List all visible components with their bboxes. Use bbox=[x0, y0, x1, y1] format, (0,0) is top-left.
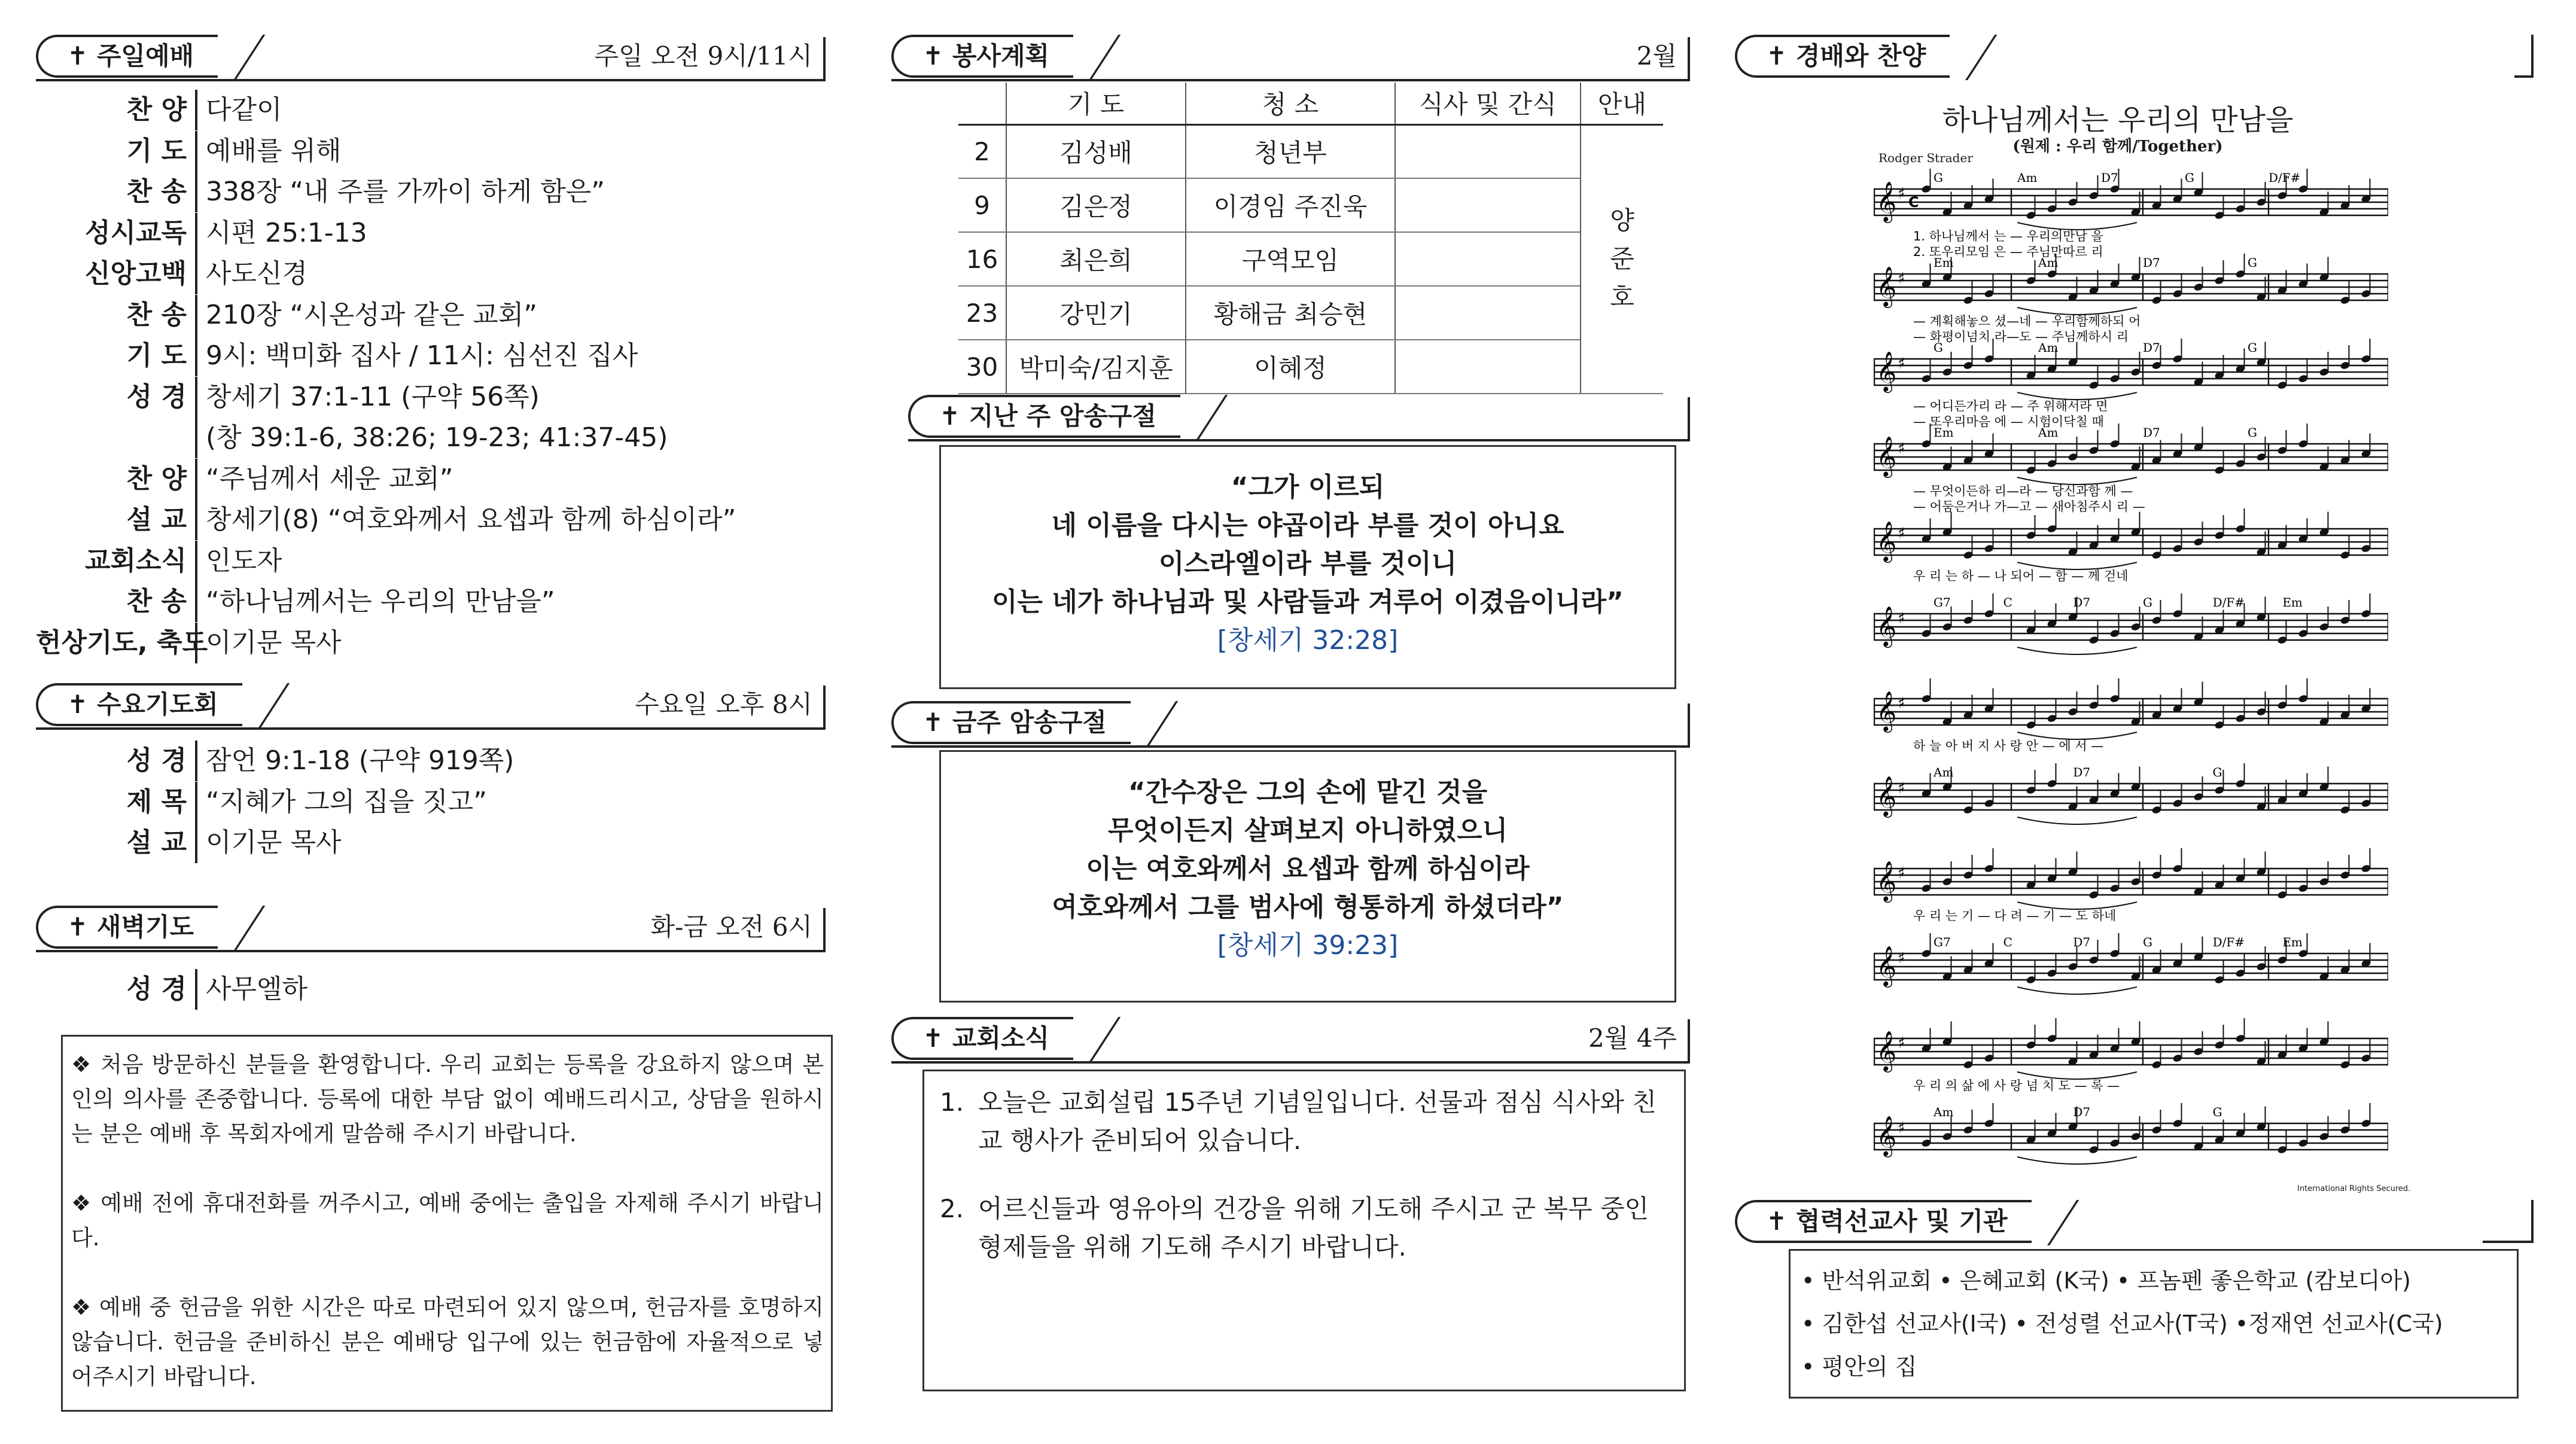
order-row bbox=[36, 741, 514, 781]
lyric-line: 2. 또우리모임 은 — 주님만따르 리 bbox=[1913, 245, 2103, 259]
mission-line: • 김한섭 선교사(I국) • 전성렬 선교사(T국) •정재연 선교사(C국) bbox=[1801, 1311, 2443, 1337]
treble-clef: 𝄞 bbox=[1876, 435, 1897, 476]
music-system bbox=[1874, 1018, 2388, 1093]
treble-clef: 𝄞 bbox=[1876, 1030, 1897, 1071]
table-header-row bbox=[958, 83, 1663, 124]
chord-symbol: G bbox=[2248, 255, 2257, 270]
chord-symbol: G bbox=[2185, 170, 2194, 185]
order-label: 제 목 bbox=[36, 782, 197, 822]
hymn-sheet-music bbox=[1874, 165, 2388, 1194]
treble-clef: 𝄞 bbox=[1876, 945, 1897, 986]
verse-line: 이스라엘이라 부를 것이니 bbox=[1158, 549, 1457, 579]
verse-line: 이는 네가 하나님과 및 사람들과 겨루어 이겼음이니라” bbox=[992, 587, 1624, 617]
order-value: 9시: 백미화 집사 / 11시: 심선진 집사 bbox=[206, 340, 638, 371]
cell-prayer: 강민기 bbox=[1006, 286, 1186, 340]
notice-box bbox=[61, 1035, 833, 1412]
lyric-line: 1. 하나님께서 는 — 우리의만남 을 bbox=[1913, 229, 2103, 243]
music-system bbox=[1874, 593, 2388, 654]
cell-cleaning: 이경임 주진욱 bbox=[1186, 178, 1395, 232]
chord-symbol: D7 bbox=[2143, 425, 2160, 440]
order-value: 이기문 목사 bbox=[206, 627, 342, 658]
cell-day: 30 bbox=[958, 340, 1006, 394]
chord-symbol: Am bbox=[1933, 765, 1954, 779]
hymn-copyright: International Rights Secured. bbox=[2297, 1184, 2411, 1193]
time-signature: C bbox=[1908, 194, 1919, 211]
chord-symbol: G bbox=[2248, 340, 2257, 355]
lyric-line: — 무엇이든하 리—라 — 당신과함 께 — bbox=[1913, 484, 2133, 498]
news-number: 2. bbox=[940, 1194, 964, 1223]
order-row bbox=[36, 541, 282, 581]
order-label: 신앙고백 bbox=[36, 254, 197, 294]
chord-symbol: G7 bbox=[1933, 935, 1951, 949]
order-value: 이기문 목사 bbox=[206, 827, 342, 858]
treble-clef: 𝄞 bbox=[1876, 690, 1897, 731]
guide-char: 호 bbox=[1610, 282, 1634, 312]
chord-symbol: Am bbox=[2038, 255, 2059, 270]
order-label: 찬 송 bbox=[36, 172, 197, 212]
order-row bbox=[36, 213, 367, 254]
treble-clef: 𝄞 bbox=[1876, 181, 1897, 221]
order-row bbox=[36, 782, 487, 822]
table-row bbox=[958, 232, 1663, 286]
table-row bbox=[958, 124, 1663, 178]
chord-symbol: G bbox=[1933, 170, 1943, 185]
treble-clef: 𝄞 bbox=[1876, 351, 1897, 391]
lyric-line: — 어둠은거나 가—고 — 새아침주시 리 — bbox=[1913, 499, 2145, 514]
key-signature: ♯ bbox=[1898, 525, 1905, 543]
music-system bbox=[1874, 763, 2388, 824]
chord-symbol: Em bbox=[2282, 595, 2303, 610]
key-signature: ♯ bbox=[1898, 1034, 1905, 1052]
key-signature: ♯ bbox=[1898, 1119, 1905, 1137]
chord-symbol: D7 bbox=[2073, 595, 2091, 610]
church-news-box bbox=[922, 1070, 1686, 1391]
lyric-line: 하 늘 아 버 지 사 랑 안 — 에 서 — bbox=[1913, 739, 2104, 753]
order-row bbox=[36, 295, 537, 336]
music-system bbox=[1874, 1103, 2388, 1164]
key-signature: ♯ bbox=[1898, 864, 1905, 882]
order-row bbox=[36, 254, 307, 294]
order-label: 기 도 bbox=[36, 131, 197, 172]
chord-symbol: D7 bbox=[2101, 170, 2118, 185]
section-title: ✝ 지난 주 암송구절 bbox=[908, 395, 1180, 438]
cell-day: 16 bbox=[958, 232, 1006, 286]
chord-symbol: G bbox=[1933, 340, 1943, 355]
cell-prayer: 박미숙/김지훈 bbox=[1006, 340, 1186, 394]
cell-prayer: 김성배 bbox=[1006, 124, 1186, 178]
key-signature: ♯ bbox=[1898, 694, 1905, 712]
order-value: 210장 “시온성과 같은 교회” bbox=[206, 299, 538, 330]
order-label bbox=[36, 418, 197, 458]
lyric-line: — 계획해놓으 셨—네 — 우리함께하되 어 bbox=[1913, 314, 2141, 328]
chord-symbol: Em bbox=[1933, 255, 1954, 270]
order-value: “하나님께서는 우리의 만남을” bbox=[206, 586, 555, 617]
order-label: 찬 송 bbox=[36, 581, 197, 622]
order-value: (창 39:1-6, 38:26; 19-23; 41:37-45) bbox=[206, 422, 668, 453]
chord-symbol: D/F# bbox=[2269, 170, 2301, 185]
section-title: ✝ 교회소식 bbox=[891, 1017, 1073, 1060]
order-label: 헌상기도, 축도 bbox=[36, 623, 197, 663]
chord-symbol: C bbox=[2003, 595, 2012, 610]
order-value: 다같이 bbox=[206, 95, 282, 125]
table-row bbox=[958, 178, 1663, 232]
service-plan-table bbox=[958, 83, 1663, 394]
notice-phone: ❖ 예배 전에 휴대전화를 꺼주시고, 예배 중에는 출입을 자제해 주시기 바랍니다. bbox=[71, 1190, 824, 1251]
verse-line: 무엇이든지 살펴보지 아니하였으니 bbox=[1107, 815, 1508, 846]
treble-clef: 𝄞 bbox=[1876, 1115, 1897, 1156]
music-system bbox=[1874, 508, 2388, 583]
cell-meal bbox=[1395, 232, 1581, 286]
chord-symbol: Am bbox=[2038, 425, 2059, 440]
col-prayer: 기 도 bbox=[1006, 83, 1186, 124]
section-time: 주일 오전 9시/11시 bbox=[594, 41, 812, 71]
cell-meal bbox=[1395, 286, 1581, 340]
lyric-line: — 또우리마음 에 — 시험이닥칠 때 bbox=[1913, 415, 2104, 429]
section-time: 화-금 오전 6시 bbox=[650, 912, 812, 942]
service-plan-header bbox=[891, 35, 1690, 81]
cell-prayer: 김은정 bbox=[1006, 178, 1186, 232]
news-text: 어르신들과 영유아의 건강을 위해 기도해 주시고 군 복무 중인 형제들을 위해 기도해 주시기 바랍니다. bbox=[978, 1194, 1649, 1262]
chord-symbol: D7 bbox=[2143, 340, 2160, 355]
order-label: 성 경 bbox=[36, 377, 197, 418]
guide-char: 양 bbox=[1610, 206, 1634, 236]
order-value: 창세기 37:1-11 (구약 56쪽) bbox=[206, 381, 540, 412]
cell-cleaning: 구역모임 bbox=[1186, 232, 1395, 286]
mission-line: • 평안의 집 bbox=[1801, 1354, 1917, 1380]
cell-prayer: 최은희 bbox=[1006, 232, 1186, 286]
cell-cleaning: 황해금 최승현 bbox=[1186, 286, 1395, 340]
key-signature: ♯ bbox=[1898, 185, 1905, 203]
order-row bbox=[36, 822, 342, 863]
section-title: ✝ 새벽기도 bbox=[36, 906, 218, 949]
treble-clef: 𝄞 bbox=[1876, 775, 1897, 816]
cell-day: 9 bbox=[958, 178, 1006, 232]
section-title: ✝ 경배와 찬양 bbox=[1735, 35, 1950, 78]
order-row bbox=[36, 90, 282, 130]
key-signature: ♯ bbox=[1898, 270, 1905, 288]
lyric-line: — 어디든가리 라 — 주 위해서라 면 bbox=[1913, 399, 2108, 413]
cell-day: 2 bbox=[958, 124, 1006, 178]
order-value: 인도자 bbox=[206, 545, 282, 576]
section-title: ✝ 협력선교사 및 기관 bbox=[1735, 1200, 2032, 1243]
this-week-verse-header bbox=[891, 701, 1690, 748]
chord-symbol: Am bbox=[2038, 340, 2059, 355]
col-day bbox=[958, 83, 1006, 124]
key-signature: ♯ bbox=[1898, 440, 1905, 458]
lyric-line: — 화평이넘치 라—도 — 주님께하시 리 bbox=[1913, 330, 2129, 344]
wednesday-prayer-header bbox=[36, 683, 826, 730]
order-value: 사도신경 bbox=[206, 258, 308, 289]
music-system bbox=[1874, 678, 2388, 753]
notice-offering: ❖ 예배 중 헌금을 위한 시간은 따로 마련되어 있지 않으며, 헌금자를 호명하지 않습니다. 헌금을 준비하신 분은 예배당 입구에 있는 헌금함에 자율적으로 넣어주시기 바랍니다. bbox=[71, 1294, 824, 1390]
chord-symbol: D7 bbox=[2073, 765, 2091, 779]
cell-guide bbox=[1581, 124, 1663, 394]
order-value: “주님께서 세운 교회” bbox=[206, 463, 453, 494]
treble-clef: 𝄞 bbox=[1876, 860, 1897, 901]
chord-symbol: G bbox=[2212, 765, 2222, 779]
mission-line: • 반석위교회 • 은혜교회 (K국) • 프놈펜 좋은학교 (캄보디아) bbox=[1801, 1268, 2411, 1294]
order-label: 교회소식 bbox=[36, 541, 197, 581]
order-row bbox=[36, 418, 668, 458]
chord-symbol: G bbox=[2212, 1105, 2222, 1119]
verse-reference: [창세기 32:28] bbox=[1217, 625, 1399, 656]
order-row bbox=[36, 459, 453, 499]
chord-symbol: Em bbox=[1933, 425, 1954, 440]
news-week: 2월 4주 bbox=[1588, 1023, 1677, 1053]
order-label: 찬 송 bbox=[36, 295, 197, 336]
cell-meal bbox=[1395, 340, 1581, 394]
last-week-verse-header bbox=[908, 395, 1690, 441]
hymn-composer: Rodger Strader bbox=[1878, 151, 1973, 165]
order-row bbox=[36, 131, 342, 172]
hymn-song-title: 하나님께서는 우리의 만남을 bbox=[1942, 103, 2294, 137]
cell-meal bbox=[1395, 178, 1581, 232]
last-week-verse-box bbox=[939, 445, 1676, 689]
chord-symbol: C bbox=[2003, 935, 2012, 949]
order-value: “지혜가 그의 집을 짓고” bbox=[206, 786, 488, 817]
news-number: 1. bbox=[940, 1087, 964, 1117]
order-value: 예배를 위해 bbox=[206, 135, 342, 166]
section-title: ✝ 봉사계획 bbox=[891, 35, 1073, 78]
lyric-line: 우 리 는 하 — 나 되어 — 함 — 께 걷네 bbox=[1913, 569, 2129, 583]
verse-line: 이는 여호와께서 요셉과 함께 하심이라 bbox=[1086, 854, 1530, 884]
verse-line: “간수장은 그의 손에 맡긴 것을 bbox=[1128, 777, 1488, 808]
section-title: ✝ 주일예배 bbox=[36, 35, 218, 78]
chord-symbol: G bbox=[2143, 935, 2152, 949]
section-time: 수요일 오후 8시 bbox=[635, 690, 812, 719]
chord-symbol: Em bbox=[2282, 935, 2303, 949]
news-text: 오늘은 교회설립 15주년 기념일입니다. 선물과 점심 식사와 친교 행사가 준비되어 있습니다. bbox=[978, 1087, 1657, 1155]
news-item bbox=[940, 1083, 1666, 1160]
missions-header bbox=[1735, 1200, 2534, 1247]
key-signature: ♯ bbox=[1898, 949, 1905, 967]
order-label: 찬 양 bbox=[36, 459, 197, 499]
verse-line: 네 이름을 다시는 야곱이라 부를 것이 아니요 bbox=[1051, 510, 1564, 541]
lyric-line: 우 리 의 삶 에 사 랑 넘 치 도 — 록 — bbox=[1913, 1079, 2120, 1093]
chord-symbol: D7 bbox=[2073, 1105, 2091, 1119]
order-row bbox=[36, 581, 555, 622]
order-value: 창세기(8) “여호와께서 요셉과 함께 하심이라” bbox=[206, 504, 736, 535]
treble-clef: 𝄞 bbox=[1876, 520, 1897, 561]
chord-symbol: D/F# bbox=[2212, 935, 2245, 949]
key-signature: ♯ bbox=[1898, 779, 1905, 797]
notice-welcome: ❖ 처음 방문하신 분들을 환영합니다. 우리 교회는 등록을 강요하지 않으며 본인의 의사를 존중합니다. 등록에 대한 부담 없이 예배드리시고, 상담을 원하시는 분은 예배 후 목회자에게 말씀해 주시기 바랍니다. bbox=[71, 1052, 824, 1147]
order-row bbox=[36, 172, 605, 212]
order-value: 잠언 9:1-18 (구약 919쪽) bbox=[206, 745, 514, 776]
cell-cleaning: 청년부 bbox=[1186, 124, 1395, 178]
music-system bbox=[1874, 339, 2388, 429]
order-label: 설 교 bbox=[36, 499, 197, 540]
music-system bbox=[1874, 169, 2388, 259]
key-signature: ♯ bbox=[1898, 610, 1905, 627]
chord-symbol: Am bbox=[1933, 1105, 1954, 1119]
order-label: 기 도 bbox=[36, 336, 197, 376]
chord-symbol: D7 bbox=[2073, 935, 2091, 949]
verse-line: “그가 이르되 bbox=[1231, 472, 1385, 502]
order-value: 338장 “내 주를 가까이 하게 함은” bbox=[206, 176, 605, 207]
hymn-subtitle: (원제 : 우리 함께/Together) bbox=[2012, 138, 2223, 156]
chord-symbol: G bbox=[2143, 595, 2152, 610]
order-label: 성 경 bbox=[36, 969, 197, 1010]
treble-clef: 𝄞 bbox=[1876, 266, 1897, 306]
sunday-worship-header bbox=[36, 35, 826, 81]
col-cleaning: 청 소 bbox=[1186, 83, 1395, 124]
lyric-line: 우 리 는 기 — 다 려 — 기 — 도 하네 bbox=[1913, 909, 2117, 923]
table-row bbox=[958, 286, 1663, 340]
verse-line: 여호와께서 그를 범사에 형통하게 하셨더라” bbox=[1052, 892, 1564, 922]
chord-symbol: G bbox=[2248, 425, 2257, 440]
chord-symbol: Am bbox=[2017, 170, 2038, 185]
missions-box bbox=[1789, 1249, 2519, 1399]
section-title: ✝ 금주 암송구절 bbox=[891, 701, 1131, 744]
hymn-header bbox=[1735, 35, 2534, 81]
chord-symbol: D/F# bbox=[2212, 595, 2245, 610]
col-guide: 안내 bbox=[1581, 83, 1663, 124]
key-signature: ♯ bbox=[1898, 355, 1905, 373]
verse-reference: [창세기 39:23] bbox=[1217, 930, 1399, 961]
order-label: 성시교독 bbox=[36, 213, 197, 254]
this-week-verse-box bbox=[939, 750, 1676, 1003]
cell-day: 23 bbox=[958, 286, 1006, 340]
church-news-header bbox=[891, 1017, 1690, 1064]
music-system bbox=[1874, 424, 2388, 514]
order-row bbox=[36, 499, 736, 540]
order-value: 시편 25:1-13 bbox=[206, 217, 367, 248]
order-label: 성 경 bbox=[36, 741, 197, 781]
dawn-prayer-header bbox=[36, 906, 826, 952]
news-item bbox=[940, 1190, 1666, 1266]
cell-cleaning: 이혜정 bbox=[1186, 340, 1395, 394]
chord-symbol: D7 bbox=[2143, 255, 2160, 270]
table-row bbox=[958, 340, 1663, 394]
cell-meal bbox=[1395, 124, 1581, 178]
col-meal: 식사 및 간식 bbox=[1395, 83, 1581, 124]
service-month: 2월 bbox=[1636, 41, 1677, 71]
order-label: 찬 양 bbox=[36, 90, 197, 130]
order-row bbox=[36, 969, 307, 1010]
music-system bbox=[1874, 933, 2388, 994]
section-title: ✝ 수요기도회 bbox=[36, 683, 242, 726]
music-system bbox=[1874, 254, 2388, 344]
music-system bbox=[1874, 848, 2388, 923]
guide-char: 준 bbox=[1610, 244, 1634, 274]
treble-clef: 𝄞 bbox=[1876, 605, 1897, 646]
order-row bbox=[36, 377, 540, 418]
order-label: 설 교 bbox=[36, 822, 197, 863]
order-value: 사무엘하 bbox=[206, 974, 308, 1004]
order-row bbox=[36, 336, 638, 376]
chord-symbol: G7 bbox=[1933, 595, 1951, 610]
order-row bbox=[36, 623, 342, 663]
